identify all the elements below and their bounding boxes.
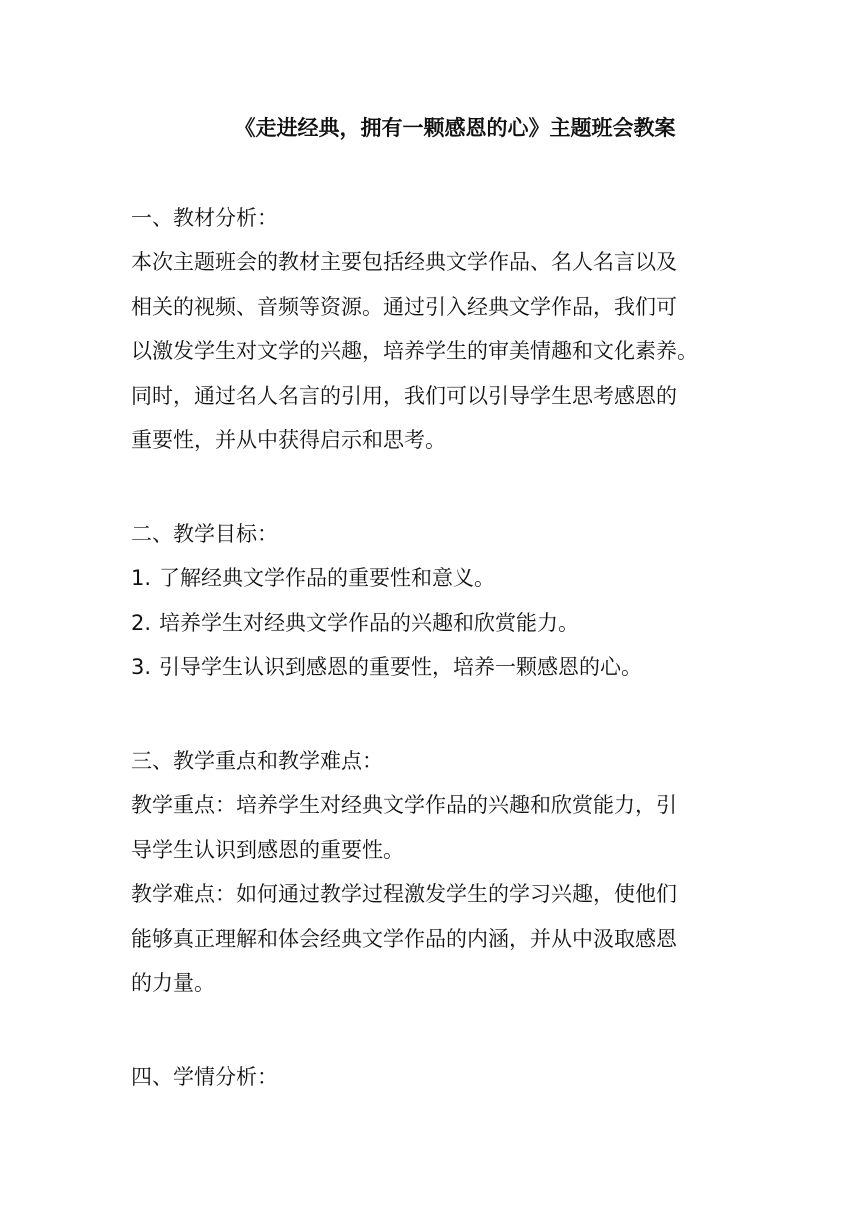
paragraph-line: 本次主题班会的教材主要包括经典文学作品、名人名言以及: [131, 250, 677, 274]
section-heading-objectives: 二、教学目标：: [131, 522, 278, 546]
paragraph-line: 相关的视频、音频等资源。通过引入经典文学作品，我们可: [131, 295, 677, 319]
list-item-text: 引导学生认识到感恩的重要性，培养一颗感恩的心。: [159, 655, 642, 679]
list-item: [131, 562, 495, 594]
paragraph-line: 教学重点：培养学生对经典文学作品的兴趣和欣赏能力，引: [131, 793, 677, 817]
paragraph-line: 的力量。: [131, 971, 215, 995]
paragraph-line: 重要性，并从中获得启示和思考。: [131, 428, 446, 452]
section-heading-student-analysis: 四、学情分析：: [131, 1065, 278, 1089]
paragraph-line: 能够真正理解和体会经典文学作品的内涵，并从中汲取感恩: [131, 927, 677, 951]
paragraph-line: 教学难点：如何通过教学过程激发学生的学习兴趣，使他们: [131, 882, 677, 906]
list-item-number: 1.: [131, 566, 152, 590]
paragraph-line: 同时，通过名人名言的引用，我们可以引导学生思考感恩的: [131, 384, 677, 408]
list-item-number: 2.: [131, 611, 152, 635]
document-title: 《走进经典，拥有一颗感恩的心》主题班会教案: [234, 116, 676, 140]
list-item-text: 了解经典文学作品的重要性和意义。: [159, 566, 495, 590]
paragraph-line: 导学生认识到感恩的重要性。: [131, 838, 404, 862]
list-item: [131, 651, 642, 683]
list-item: [131, 607, 579, 639]
section-heading-key-points: 三、教学重点和教学难点：: [131, 749, 383, 773]
paragraph-line: 以激发学生对文学的兴趣，培养学生的审美情趣和文化素养。: [131, 339, 698, 363]
list-item-number: 3.: [131, 655, 152, 679]
section-heading-materials: 一、教材分析：: [131, 206, 278, 230]
list-item-text: 培养学生对经典文学作品的兴趣和欣赏能力。: [159, 611, 579, 635]
